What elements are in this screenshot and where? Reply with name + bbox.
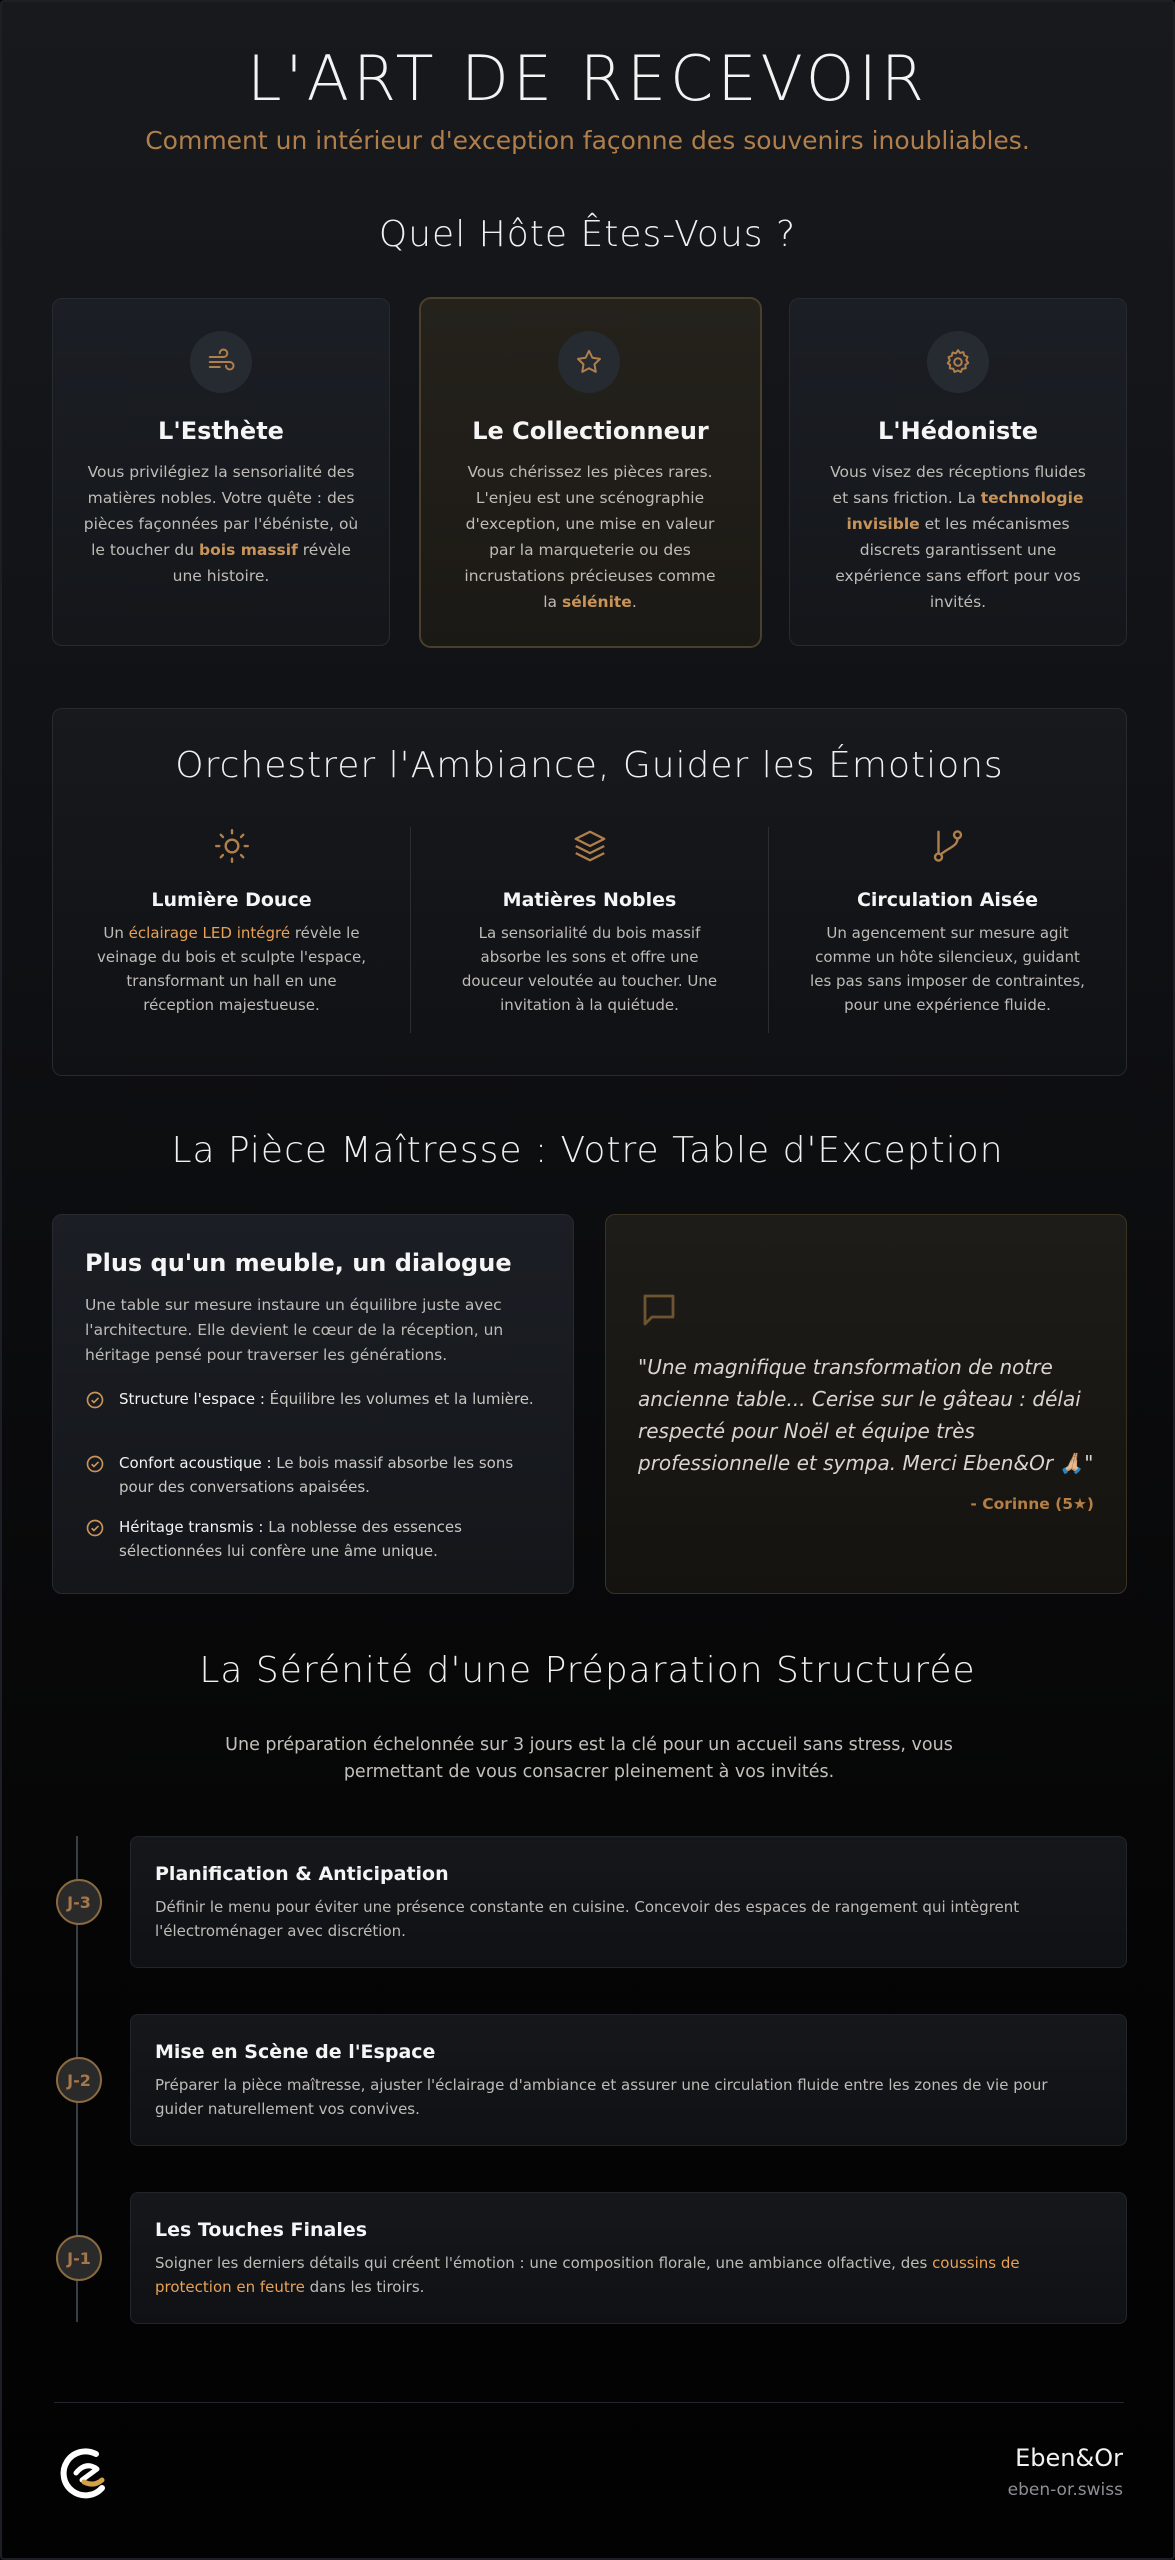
ambiance-item-title: Lumière Douce xyxy=(151,889,312,911)
wind-icon xyxy=(190,331,252,393)
check-circle-icon xyxy=(85,1451,105,1499)
timeline-badge: J-1 xyxy=(56,2235,102,2281)
gear-icon xyxy=(927,331,989,393)
ambiance-item-lumiere xyxy=(53,827,410,1017)
hosts-section-title: Quel Hôte Êtes-Vous ? xyxy=(378,214,797,255)
ambiance-panel xyxy=(52,708,1127,1076)
timeline-badge: J-3 xyxy=(56,1879,102,1925)
highlight-text: bois massif xyxy=(199,541,298,559)
hero-title: L'ART DE RECEVOIR xyxy=(247,42,928,115)
check-circle-icon xyxy=(85,1515,105,1563)
ambiance-item-title: Circulation Aisée xyxy=(856,889,1039,911)
timeline-step xyxy=(130,1836,1127,1968)
git-branch-icon xyxy=(769,827,1126,869)
list-item: Confort acoustique : Le bois massif absorbe les sons pour des conversations apaisées. xyxy=(85,1451,545,1499)
ambiance-item-title: Matières Nobles xyxy=(502,889,677,911)
hero-subtitle: Comment un intérieur d'exception façonne des souvenirs inoubliables. xyxy=(145,126,1030,155)
host-card-text: Vous privilégiez la sensorialité des matières nobles. Votre quête : des pièces façonnées par l'ébéniste, où le toucher du bois massif révèle une histoire. xyxy=(83,463,359,585)
footer-divider xyxy=(54,2402,1124,2403)
prep-section-title: La Sérénité d'une Préparation Structurée xyxy=(199,1650,976,1691)
step-title: Les Touches Finales xyxy=(155,2219,368,2241)
step-title: Planification & Anticipation xyxy=(155,1863,449,1885)
ambiance-item-circulation xyxy=(769,827,1126,1017)
star-icon xyxy=(558,331,620,393)
list-item: Héritage transmis : La noblesse des essences sélectionnées lui confère une âme unique. xyxy=(85,1515,545,1563)
highlight-text: technologie invisible xyxy=(846,489,1084,533)
ambiance-section-title: Orchestrer l'Ambiance, Guider les Émotions xyxy=(175,745,1004,786)
footer-domain-link[interactable]: eben-or.swiss xyxy=(1007,2480,1123,2500)
host-card-text: Vous visez des réceptions fluides et sans friction. La technologie invisible et les mécanismes discrets garantissent une expérience sans effort pour vos invités. xyxy=(830,463,1086,611)
ambiance-item-text: Un agencement sur mesure agit comme un hôte silencieux, guidant les pas sans imposer de contraintes, pour une expérience fluide. xyxy=(810,924,1085,1014)
sun-icon xyxy=(53,827,410,869)
ambiance-item-text: La sensorialité du bois massif absorbe les sons et offre une douceur veloutée au toucher. Une invitation à la quiétude. xyxy=(461,924,718,1014)
check-circle-icon xyxy=(85,1387,105,1417)
host-card-hedoniste[interactable] xyxy=(789,298,1127,646)
step-text: Définir le menu pour éviter une présence constante en cuisine. Concevoir des espaces de rangement qui intègrent l'électroménager avec discrétion. xyxy=(155,1898,1020,1940)
step-title: Mise en Scène de l'Espace xyxy=(155,2041,436,2063)
brand-logo-icon[interactable] xyxy=(56,2442,116,2508)
testimonial-author: - Corinne (5★) xyxy=(970,1495,1094,1513)
piece-section-title: La Pièce Maîtresse : Votre Table d'Exception xyxy=(171,1130,1004,1171)
layers-icon xyxy=(411,827,768,869)
host-card-title: L'Esthète xyxy=(158,417,284,445)
highlight-text: sélénite xyxy=(561,593,632,611)
footer-brand: Eben&Or xyxy=(1015,2444,1123,2472)
dialogue-card xyxy=(52,1214,574,1594)
host-card-esthete[interactable] xyxy=(52,298,390,646)
dialogue-title: Plus qu'un meuble, un dialogue xyxy=(85,1249,512,1277)
highlight-text: éclairage LED intégré xyxy=(128,924,291,942)
timeline-step xyxy=(130,2192,1127,2324)
step-text: Préparer la pièce maîtresse, ajuster l'éclairage d'ambiance et assurer une circulation fluide entre les zones de vie pour guider naturellement vos convives. xyxy=(155,2076,1048,2118)
step-text: Soigner les derniers détails qui créent l'émotion : une composition florale, une ambiance olfactive, des coussins de protection en feutre dans les tiroirs. xyxy=(155,2254,1020,2296)
list-item: Structure l'espace : Équilibre les volumes et la lumière. xyxy=(85,1387,545,1417)
host-card-collectionneur[interactable] xyxy=(419,297,762,648)
message-square-icon xyxy=(638,1289,680,1335)
host-card-text: Vous chérissez les pièces rares. L'enjeu est une scénographie d'exception, une mise en valeur par la marqueterie ou des incrustations précieuses comme la sélénite. xyxy=(464,463,716,611)
dialogue-text: Une table sur mesure instaure un équilibre juste avec l'architecture. Elle devient le cœur de la réception, un héritage pensé pour traverser les générations. xyxy=(85,1296,504,1364)
prep-intro: Une préparation échelonnée sur 3 jours est la clé pour un accueil sans stress, vous permettant de vous consacrer pleinement à vos invités. xyxy=(225,1735,953,1782)
ambiance-item-text: Un éclairage LED intégré révèle le veinage du bois et sculpte l'espace, transformant un hall en une réception majestueuse. xyxy=(96,924,367,1014)
timeline-badge: J-2 xyxy=(56,2057,102,2103)
ambiance-item-matieres xyxy=(411,827,768,1017)
host-card-title: Le Collectionneur xyxy=(472,417,709,445)
host-card-title: L'Hédoniste xyxy=(877,417,1039,445)
highlight-text: coussins de protection en feutre xyxy=(155,2254,1020,2296)
timeline-step xyxy=(130,2014,1127,2146)
testimonial-quote: "Une magnifique transformation de notre ancienne table... Cerise sur le gâteau : délai respecté pour Noël et équipe très professionnelle et sympa. Merci Eben&Or 🙏🏼" xyxy=(638,1355,1094,1475)
testimonial-card xyxy=(605,1214,1127,1594)
